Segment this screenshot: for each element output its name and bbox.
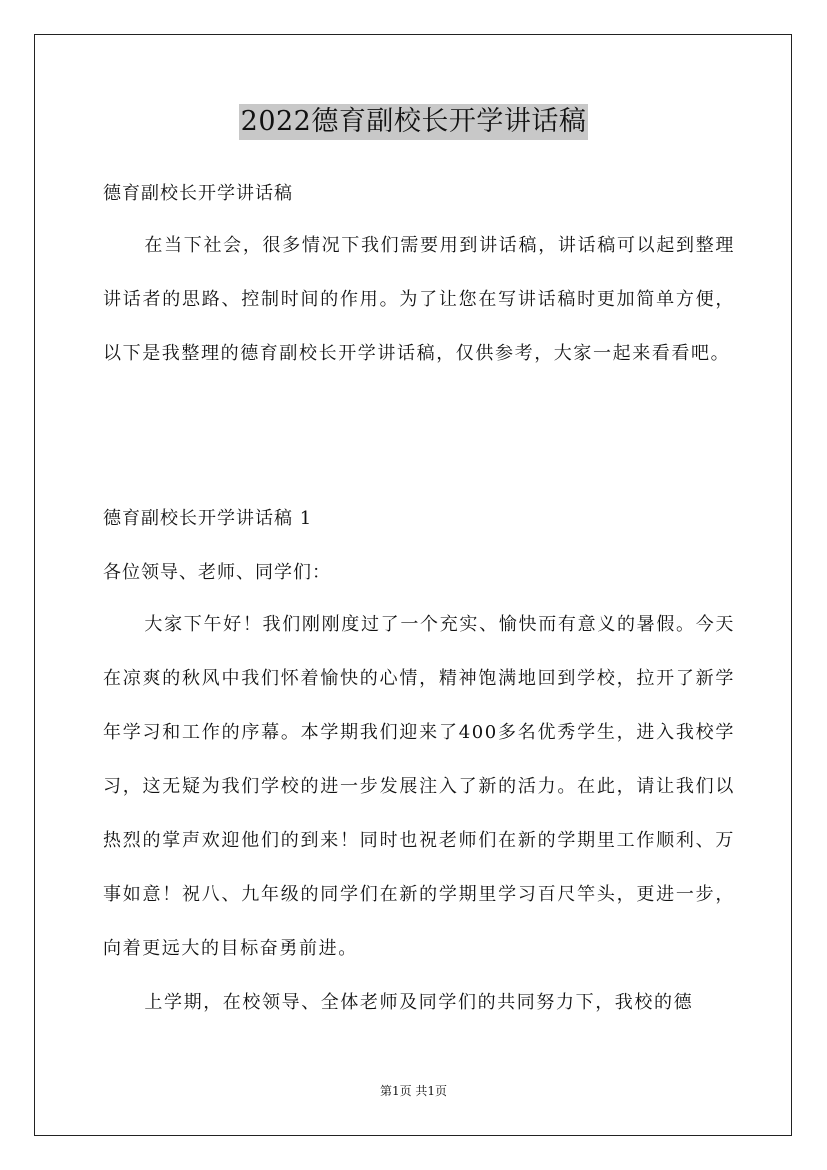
- document-title: 2022德育副校长开学讲话稿: [239, 104, 589, 140]
- title-wrapper: [0, 104, 827, 140]
- page-footer: 第1页 共1页: [379, 1084, 448, 1098]
- document-subtitle: 德育副校长开学讲话稿: [103, 183, 293, 204]
- section-heading: 德育副校长开学讲话稿 1: [103, 508, 313, 529]
- intro-paragraph: 在当下社会，很多情况下我们需要用到讲话稿，讲话稿可以起到整理讲话者的思路、控制时间的作用。为了让您在写讲话稿时更加简单方便，以下是我整理的德育副校长开学讲话稿，仅供参考，大家一起来看看吧。: [103, 235, 735, 364]
- body-paragraph-1: 大家下午好！我们刚刚度过了一个充实、愉快而有意义的暑假。今天在凉爽的秋风中我们怀着愉快的心情，精神饱满地回到学校，拉开了新学年学习和工作的序幕。本学期我们迎来了400多名优秀学生，进入我校学习，这无疑为我们学校的进一步发展注入了新的活力。在此，请让我们以热烈的掌声欢迎他们的到来！同时也祝老师们在新的学期里工作顺利、万事如意！祝八、九年级的同学们在新的学期里学习百尺竿头，更进一步，向着更远大的目标奋勇前进。: [103, 614, 735, 959]
- body-paragraph-2: 上学期，在校领导、全体老师及同学们的共同努力下，我校的德: [144, 992, 694, 1013]
- salutation: 各位领导、老师、同学们：: [103, 562, 331, 583]
